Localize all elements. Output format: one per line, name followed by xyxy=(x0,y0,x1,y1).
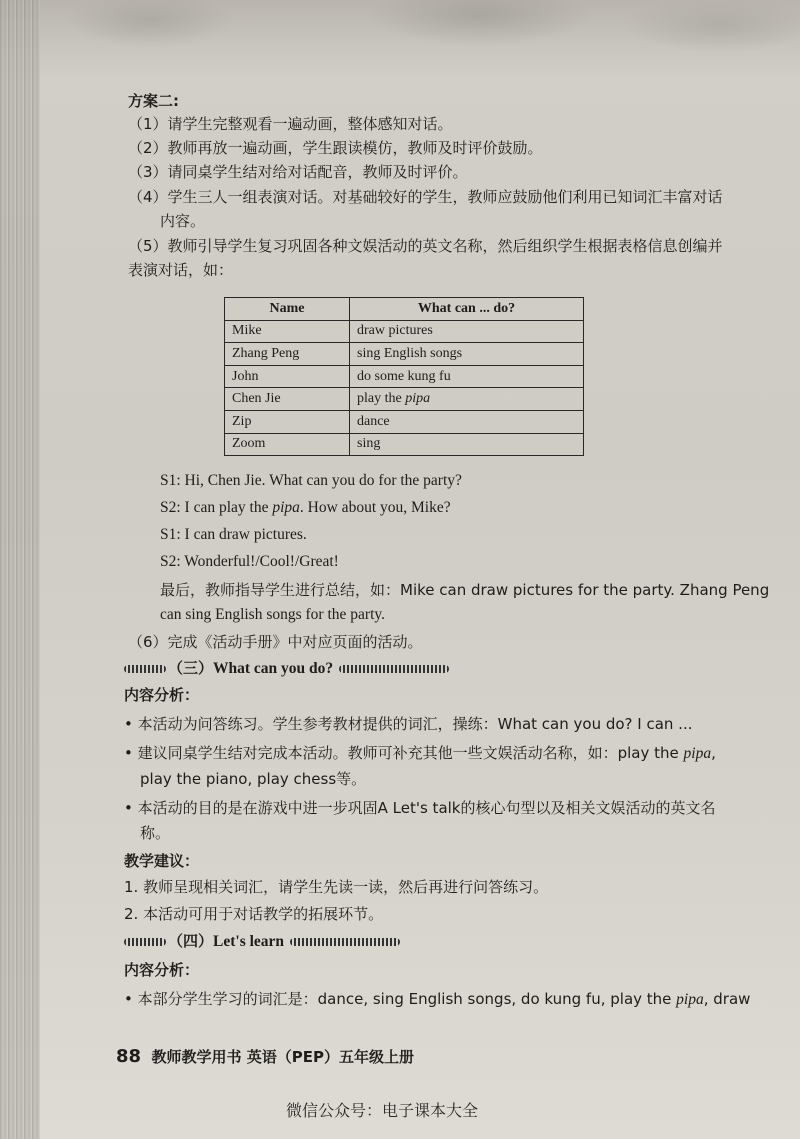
step-5: （5）教师引导学生复习巩固各种文娱活动的英文名称，然后组织学生根据表格信息创编并 xyxy=(128,237,723,255)
cell-activity: draw pictures xyxy=(350,320,584,343)
cell-activity: sing English songs xyxy=(350,343,584,366)
cell-activity: play the pipa xyxy=(350,388,584,411)
table-row xyxy=(225,343,584,366)
table-row xyxy=(225,433,584,456)
suggestion-2: 2. 本活动可用于对话教学的拓展环节。 xyxy=(124,905,384,923)
section-4-heading xyxy=(124,930,402,953)
activity-table xyxy=(224,297,584,456)
analysis-bullet-3: • 本活动的目的是在游戏中进一步巩固A Let's talk的核心句型以及相关文娱活动的英文名 xyxy=(124,799,716,817)
cell-activity: do some kung fu xyxy=(350,365,584,388)
analysis-heading-2: 内容分析： xyxy=(124,961,200,979)
step-5-cont: 表演对话，如： xyxy=(128,261,234,279)
summary-line-1: 最后，教师指导学生进行总结，如：Mike can draw pictures for the party. Zhang Peng xyxy=(160,581,770,599)
section-title: What can you do? xyxy=(213,660,334,677)
step-4-cont: 内容。 xyxy=(160,212,206,230)
bullet-text: , draw xyxy=(703,990,751,1008)
cell-activity: sing xyxy=(350,433,584,456)
cell-activity: dance xyxy=(350,410,584,433)
vocab-bullet xyxy=(124,988,750,1011)
page-footer xyxy=(116,1046,414,1068)
analysis-bullet-2-cont: play the piano, play chess等。 xyxy=(140,770,367,788)
step-6: （6）完成《活动手册》中对应页面的活动。 xyxy=(128,633,423,651)
dialogue-line-1: S1: Hi, Chen Jie. What can you do for the party? xyxy=(160,472,462,489)
dialogue-text: . How about you, Mike? xyxy=(299,499,451,516)
cell-name: Chen Jie xyxy=(225,388,350,411)
header-name: Name xyxy=(225,298,350,321)
section-number: （三） xyxy=(168,659,214,677)
summary-line-2: can sing English songs for the party. xyxy=(160,606,385,623)
analysis-bullet-2 xyxy=(124,742,716,765)
cell-name: John xyxy=(225,365,350,388)
cell-name: Zoom xyxy=(225,433,350,456)
table-row xyxy=(225,365,584,388)
section-3-heading xyxy=(124,657,451,680)
bullet-text: , xyxy=(711,744,716,762)
cell-italic: pipa xyxy=(405,391,431,407)
table-row xyxy=(225,320,584,343)
cell-name: Zip xyxy=(225,410,350,433)
bullet-text: • 建议同桌学生结对完成本活动。教师可补充其他一些文娱活动名称，如：play the xyxy=(124,744,684,762)
bullet-italic: pipa xyxy=(683,745,712,762)
table-row xyxy=(225,410,584,433)
suggestion-heading: 教学建议： xyxy=(124,852,200,870)
analysis-bullet-1: • 本活动为问答练习。学生参考教材提供的词汇，操练：What can you do? I can ... xyxy=(124,715,693,733)
cell-name: Zhang Peng xyxy=(225,343,350,366)
section-number: （四） xyxy=(168,932,214,950)
table-row xyxy=(225,388,584,411)
table-header-row xyxy=(225,298,584,321)
step-4: （4）学生三人一组表演对话。对基础较好的学生，教师应鼓励他们利用已知词汇丰富对话 xyxy=(128,188,723,206)
wave-ornament-icon xyxy=(339,665,449,673)
watermark-text: 微信公众号：电子课本大全 xyxy=(286,1101,479,1120)
step-3: （3）请同桌学生结对给对话配音，教师及时评价。 xyxy=(128,163,468,181)
section-title: Let's learn xyxy=(213,933,285,950)
header-what-can: What can ... do? xyxy=(350,298,584,321)
bullet-text: • 本部分学生学习的词汇是：dance, sing English songs, do kung fu, play the xyxy=(124,990,677,1008)
dialogue-line-3: S1: I can draw pictures. xyxy=(160,526,307,543)
wave-ornament-icon xyxy=(290,938,400,946)
cell-name: Mike xyxy=(225,320,350,343)
dialogue-line-4: S2: Wonderful!/Cool!/Great! xyxy=(160,553,339,570)
plan-heading: 方案二: xyxy=(128,92,179,110)
page-number: 88 xyxy=(116,1046,142,1067)
bullet-italic: pipa xyxy=(676,991,704,1008)
dialogue-italic: pipa xyxy=(272,499,300,516)
book-title: 教师教学用书 英语（PEP）五年级上册 xyxy=(151,1048,414,1066)
wave-ornament-icon xyxy=(124,665,166,673)
wave-ornament-icon xyxy=(124,938,166,946)
dialogue-text: S2: I can play the xyxy=(160,499,273,516)
analysis-bullet-3-cont: 称。 xyxy=(140,824,171,842)
step-2: （2）教师再放一遍动画，学生跟读模仿，教师及时评价鼓励。 xyxy=(128,139,543,157)
analysis-heading: 内容分析： xyxy=(124,686,200,704)
step-1: （1）请学生完整观看一遍动画，整体感知对话。 xyxy=(128,115,453,133)
dialogue-line-2 xyxy=(160,497,451,519)
suggestion-1: 1. 教师呈现相关词汇，请学生先读一读，然后再进行问答练习。 xyxy=(124,878,549,896)
